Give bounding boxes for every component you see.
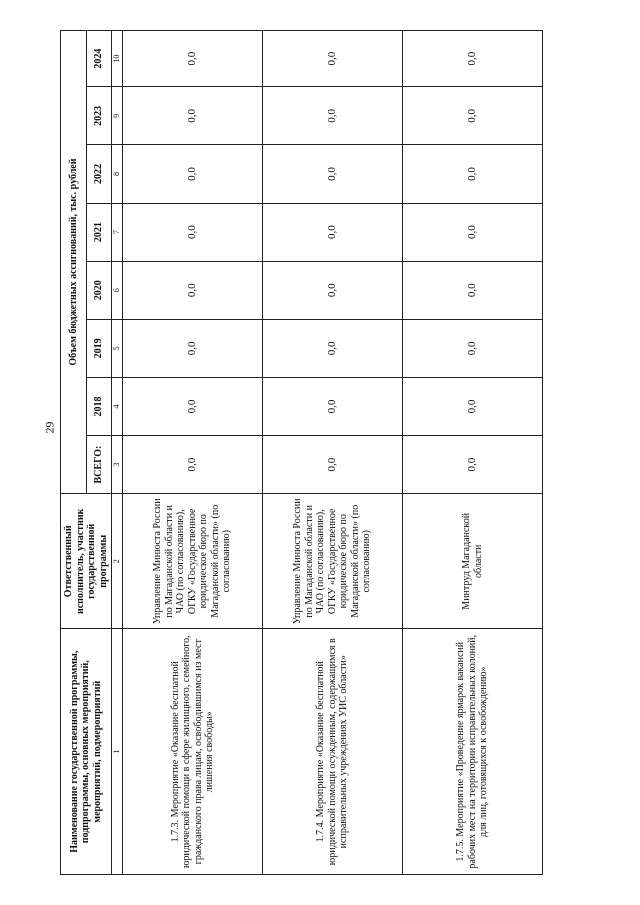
row-value: 0,0 [263, 145, 403, 203]
column-number: 8 [112, 145, 123, 203]
row-value: 0,0 [263, 87, 403, 145]
row-value: 0,0 [263, 203, 403, 261]
row-executor: Минтруд Магаданской области [403, 494, 543, 629]
column-number: 9 [112, 87, 123, 145]
column-number: 5 [112, 319, 123, 377]
row-value: 0,0 [403, 145, 543, 203]
header-total: ВСЕГО: [86, 436, 112, 494]
row-name: 1.7.5. Мероприятие «Проведение ярмарок вакансий рабочих мест на территории исправительных колоний, для лиц, готовящихся к освобождению» [403, 629, 543, 875]
column-number: 7 [112, 203, 123, 261]
header-year: 2018 [86, 377, 112, 435]
header-year: 2021 [86, 203, 112, 261]
header-name: Наименование государственной программы, подпрограммы, основных мероприятий, мероприятий, подмероприятий [61, 629, 112, 875]
row-executor: Управление Минюста России по Магаданской области и ЧАО (по согласованию), ОГКУ «Государственное юридическое бюро по Магаданской области» (по согласованию) [263, 494, 403, 629]
row-value: 0,0 [123, 377, 263, 435]
row-value: 0,0 [123, 203, 263, 261]
column-number: 3 [112, 436, 123, 494]
column-number: 1 [112, 629, 123, 875]
row-value: 0,0 [123, 31, 263, 87]
row-value: 0,0 [403, 319, 543, 377]
row-value: 0,0 [403, 377, 543, 435]
table-row [123, 31, 263, 875]
row-value: 0,0 [403, 436, 543, 494]
header-year: 2022 [86, 145, 112, 203]
header-year: 2024 [86, 31, 112, 87]
header-executor: Ответственный исполнитель, участник государственной программы [61, 494, 112, 629]
table-row [263, 31, 403, 875]
header-budget: Объем бюджетных ассигнований, тыс. рублей [61, 31, 87, 494]
row-value: 0,0 [263, 377, 403, 435]
row-value: 0,0 [403, 31, 543, 87]
row-value: 0,0 [123, 87, 263, 145]
table-viewport [60, 30, 640, 875]
row-value: 0,0 [123, 319, 263, 377]
column-number: 6 [112, 261, 123, 319]
row-value: 0,0 [263, 261, 403, 319]
page-number: 29 [42, 421, 57, 434]
row-name: 1.7.3. Мероприятие «Оказание бесплатной юридической помощи в сфере жилищного, семейного, гражданского права лицам, освободившимся из мест лишения свободы» [123, 629, 263, 875]
row-value: 0,0 [123, 261, 263, 319]
row-value: 0,0 [403, 203, 543, 261]
header-year: 2020 [86, 261, 112, 319]
header-year: 2019 [86, 319, 112, 377]
row-executor: Управление Минюста России по Магаданской области и ЧАО (по согласованию), ОГКУ «Государственное юридическое бюро по Магаданской области» (по согласованию) [123, 494, 263, 629]
header-year: 2023 [86, 87, 112, 145]
budget-table [60, 30, 543, 875]
column-number: 4 [112, 377, 123, 435]
row-value: 0,0 [123, 436, 263, 494]
landscape-page [60, 30, 640, 875]
row-value: 0,0 [403, 87, 543, 145]
row-value: 0,0 [403, 261, 543, 319]
column-number: 10 [112, 31, 123, 87]
column-number: 2 [112, 494, 123, 629]
row-name: 1.7.4. Мероприятие «Оказание бесплатной юридической помощи осужденным, содержащимся в исправительных учреждениях УИС области» [263, 629, 403, 875]
row-value: 0,0 [263, 436, 403, 494]
row-value: 0,0 [263, 31, 403, 87]
row-value: 0,0 [263, 319, 403, 377]
row-value: 0,0 [123, 145, 263, 203]
table-row [403, 31, 543, 875]
